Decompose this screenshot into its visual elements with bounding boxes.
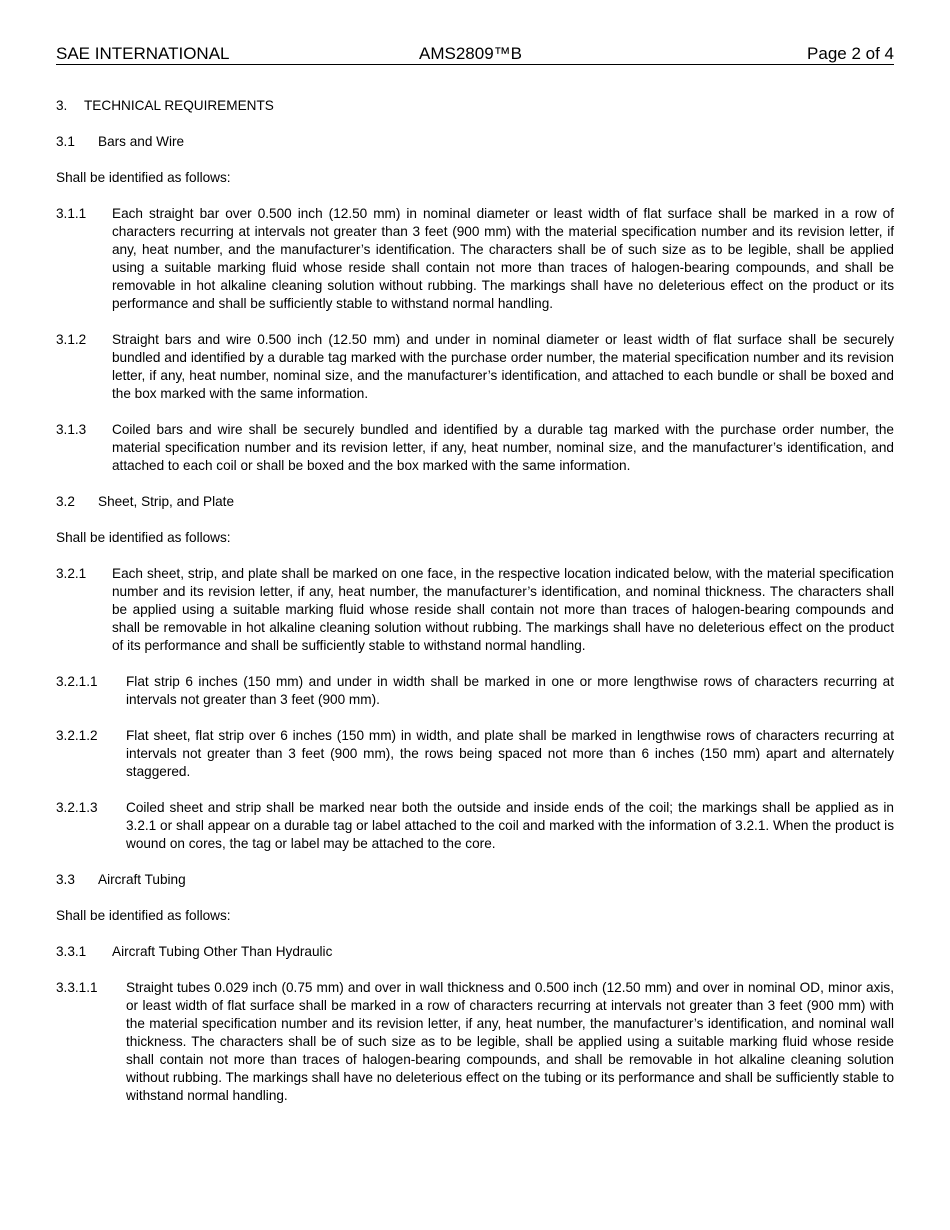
- section-title: Aircraft Tubing: [98, 872, 186, 887]
- section-intro: Shall be identified as follows:: [56, 908, 231, 923]
- paragraph-number: 3.1.1: [56, 206, 87, 221]
- section-intro: Shall be identified as follows:: [56, 170, 231, 185]
- header-page-number: Page 2 of 4: [807, 44, 894, 63]
- section-title: TECHNICAL REQUIREMENTS: [84, 98, 274, 113]
- paragraph-3-1-3: [56, 421, 894, 475]
- paragraph-number: 3.2.1.1: [56, 674, 98, 689]
- paragraph-3-2-1-1: [56, 673, 894, 709]
- section-intro: Shall be identified as follows:: [56, 530, 231, 545]
- section-number: 3.2: [56, 494, 75, 509]
- paragraph-text: Coiled sheet and strip shall be marked near both the outside and inside ends of the coil; the markings shall be applied as in 3.2.1 or shall appear on a durable tag or label attached to the coil and marked with the information of 3.2.1. When the product is wound on cores, the tag or label may be attached to the core.: [126, 800, 894, 851]
- section-heading-3-3: [56, 871, 894, 889]
- header-document-number: AMS2809™B: [419, 44, 522, 63]
- paragraph-text: Each sheet, strip, and plate shall be marked on one face, in the respective location indicated below, with the material specification number and its revision letter, if any, heat number, the manufacturer’s identification, and nominal thickness. The characters shall be applied using a suitable marking fluid whose reside shall contain not more than traces of halogen-bearing compounds and shall be removable in hot alkaline cleaning solution without rubbing. The markings shall have no deleterious effect on the product of its performance and shall be sufficiently stable to withstand normal handling.: [112, 566, 894, 653]
- page-header: [56, 44, 894, 65]
- section-heading-3: [56, 97, 894, 115]
- section-title: Aircraft Tubing Other Than Hydraulic: [112, 944, 333, 959]
- section-heading-3-1: [56, 133, 894, 151]
- paragraph-text: Flat sheet, flat strip over 6 inches (150 mm) in width, and plate shall be marked in lengthwise rows of characters recurring at intervals not greater than 3 feet (900 mm), the rows being spaced not more than 6 inches (150 mm) apart and alternately staggered.: [126, 728, 894, 779]
- paragraph-text: Straight tubes 0.029 inch (0.75 mm) and over in wall thickness and 0.500 inch (12.50 mm) and over in nominal OD, minor axis, or least width of flat surface shall be marked in a row of characters recurring at intervals not greater than 3 feet (900 mm) with the material specification number and its revision letter, if any, heat number, the manufacturer’s identification, and nominal wall thickness. The characters shall be of such size as to be legible, shall be applied using a suitable marking fluid whose reside shall contain not more than traces of halogen-bearing compounds, and shall be removable in hot alkaline cleaning solution without rubbing. The markings shall have no deleterious effect on the tubing or its performance and shall be sufficiently stable to withstand normal handling.: [126, 980, 894, 1103]
- paragraph-3-1-2: [56, 331, 894, 403]
- paragraph-3-1-1: [56, 205, 894, 313]
- paragraph-text: Straight bars and wire 0.500 inch (12.50 mm) and under in nominal diameter or least width of flat surface shall be securely bundled and identified by a durable tag marked with the purchase order number, the material specification number and its revision letter, if any, heat number, nominal size, and the manufacturer’s identification, and attached to each bundle or shall be boxed and the box marked with the same information.: [112, 332, 894, 401]
- paragraph-number: 3.2.1.3: [56, 800, 98, 815]
- section-heading-3-3-1: [56, 943, 894, 961]
- paragraph-text: Each straight bar over 0.500 inch (12.50 mm) in nominal diameter or least width of flat surface shall be marked in a row of characters recurring at intervals not greater than 3 feet (900 mm) with the material specification number and its revision letter, if any, heat number, and the manufacturer’s identification. The characters shall be of such size as to be legible, shall be applied using a suitable marking fluid whose reside shall contain not more than traces of halogen-bearing compounds, and shall be removable in hot alkaline cleaning solution without rubbing. The markings shall have no deleterious effect on the product or its performance and shall be sufficiently stable to withstand normal handling.: [112, 206, 894, 311]
- paragraph-number: 3.1.2: [56, 332, 87, 347]
- document-body: [56, 97, 894, 1123]
- section-title: Bars and Wire: [98, 134, 185, 149]
- paragraph-text: Flat strip 6 inches (150 mm) and under in width shall be marked in one or more lengthwise rows of characters recurring at intervals not greater than 3 feet (900 mm).: [126, 674, 894, 707]
- paragraph-number: 3.1.3: [56, 422, 87, 437]
- paragraph-3-3-1-1: [56, 979, 894, 1105]
- paragraph-text: Coiled bars and wire shall be securely bundled and identified by a durable tag marked with the purchase order number, the material specification number and its revision letter, if any, heat number, nominal size, and the manufacturer’s identification, and attached to each coil or shall be boxed and the box marked with the same information.: [112, 422, 894, 473]
- header-organization: SAE INTERNATIONAL: [56, 44, 230, 63]
- section-title: Sheet, Strip, and Plate: [98, 494, 235, 509]
- paragraph-number: 3.2.1.2: [56, 728, 98, 743]
- section-number: 3.: [56, 98, 68, 113]
- paragraph-number: 3.3.1.1: [56, 980, 98, 995]
- paragraph-3-2-1: [56, 565, 894, 655]
- paragraph-number: 3.2.1: [56, 566, 87, 581]
- section-number: 3.1: [56, 134, 75, 149]
- paragraph-3-2-1-3: [56, 799, 894, 853]
- paragraph-3-2-1-2: [56, 727, 894, 781]
- section-number: 3.3: [56, 872, 75, 887]
- section-number: 3.3.1: [56, 944, 87, 959]
- section-heading-3-2: [56, 493, 894, 511]
